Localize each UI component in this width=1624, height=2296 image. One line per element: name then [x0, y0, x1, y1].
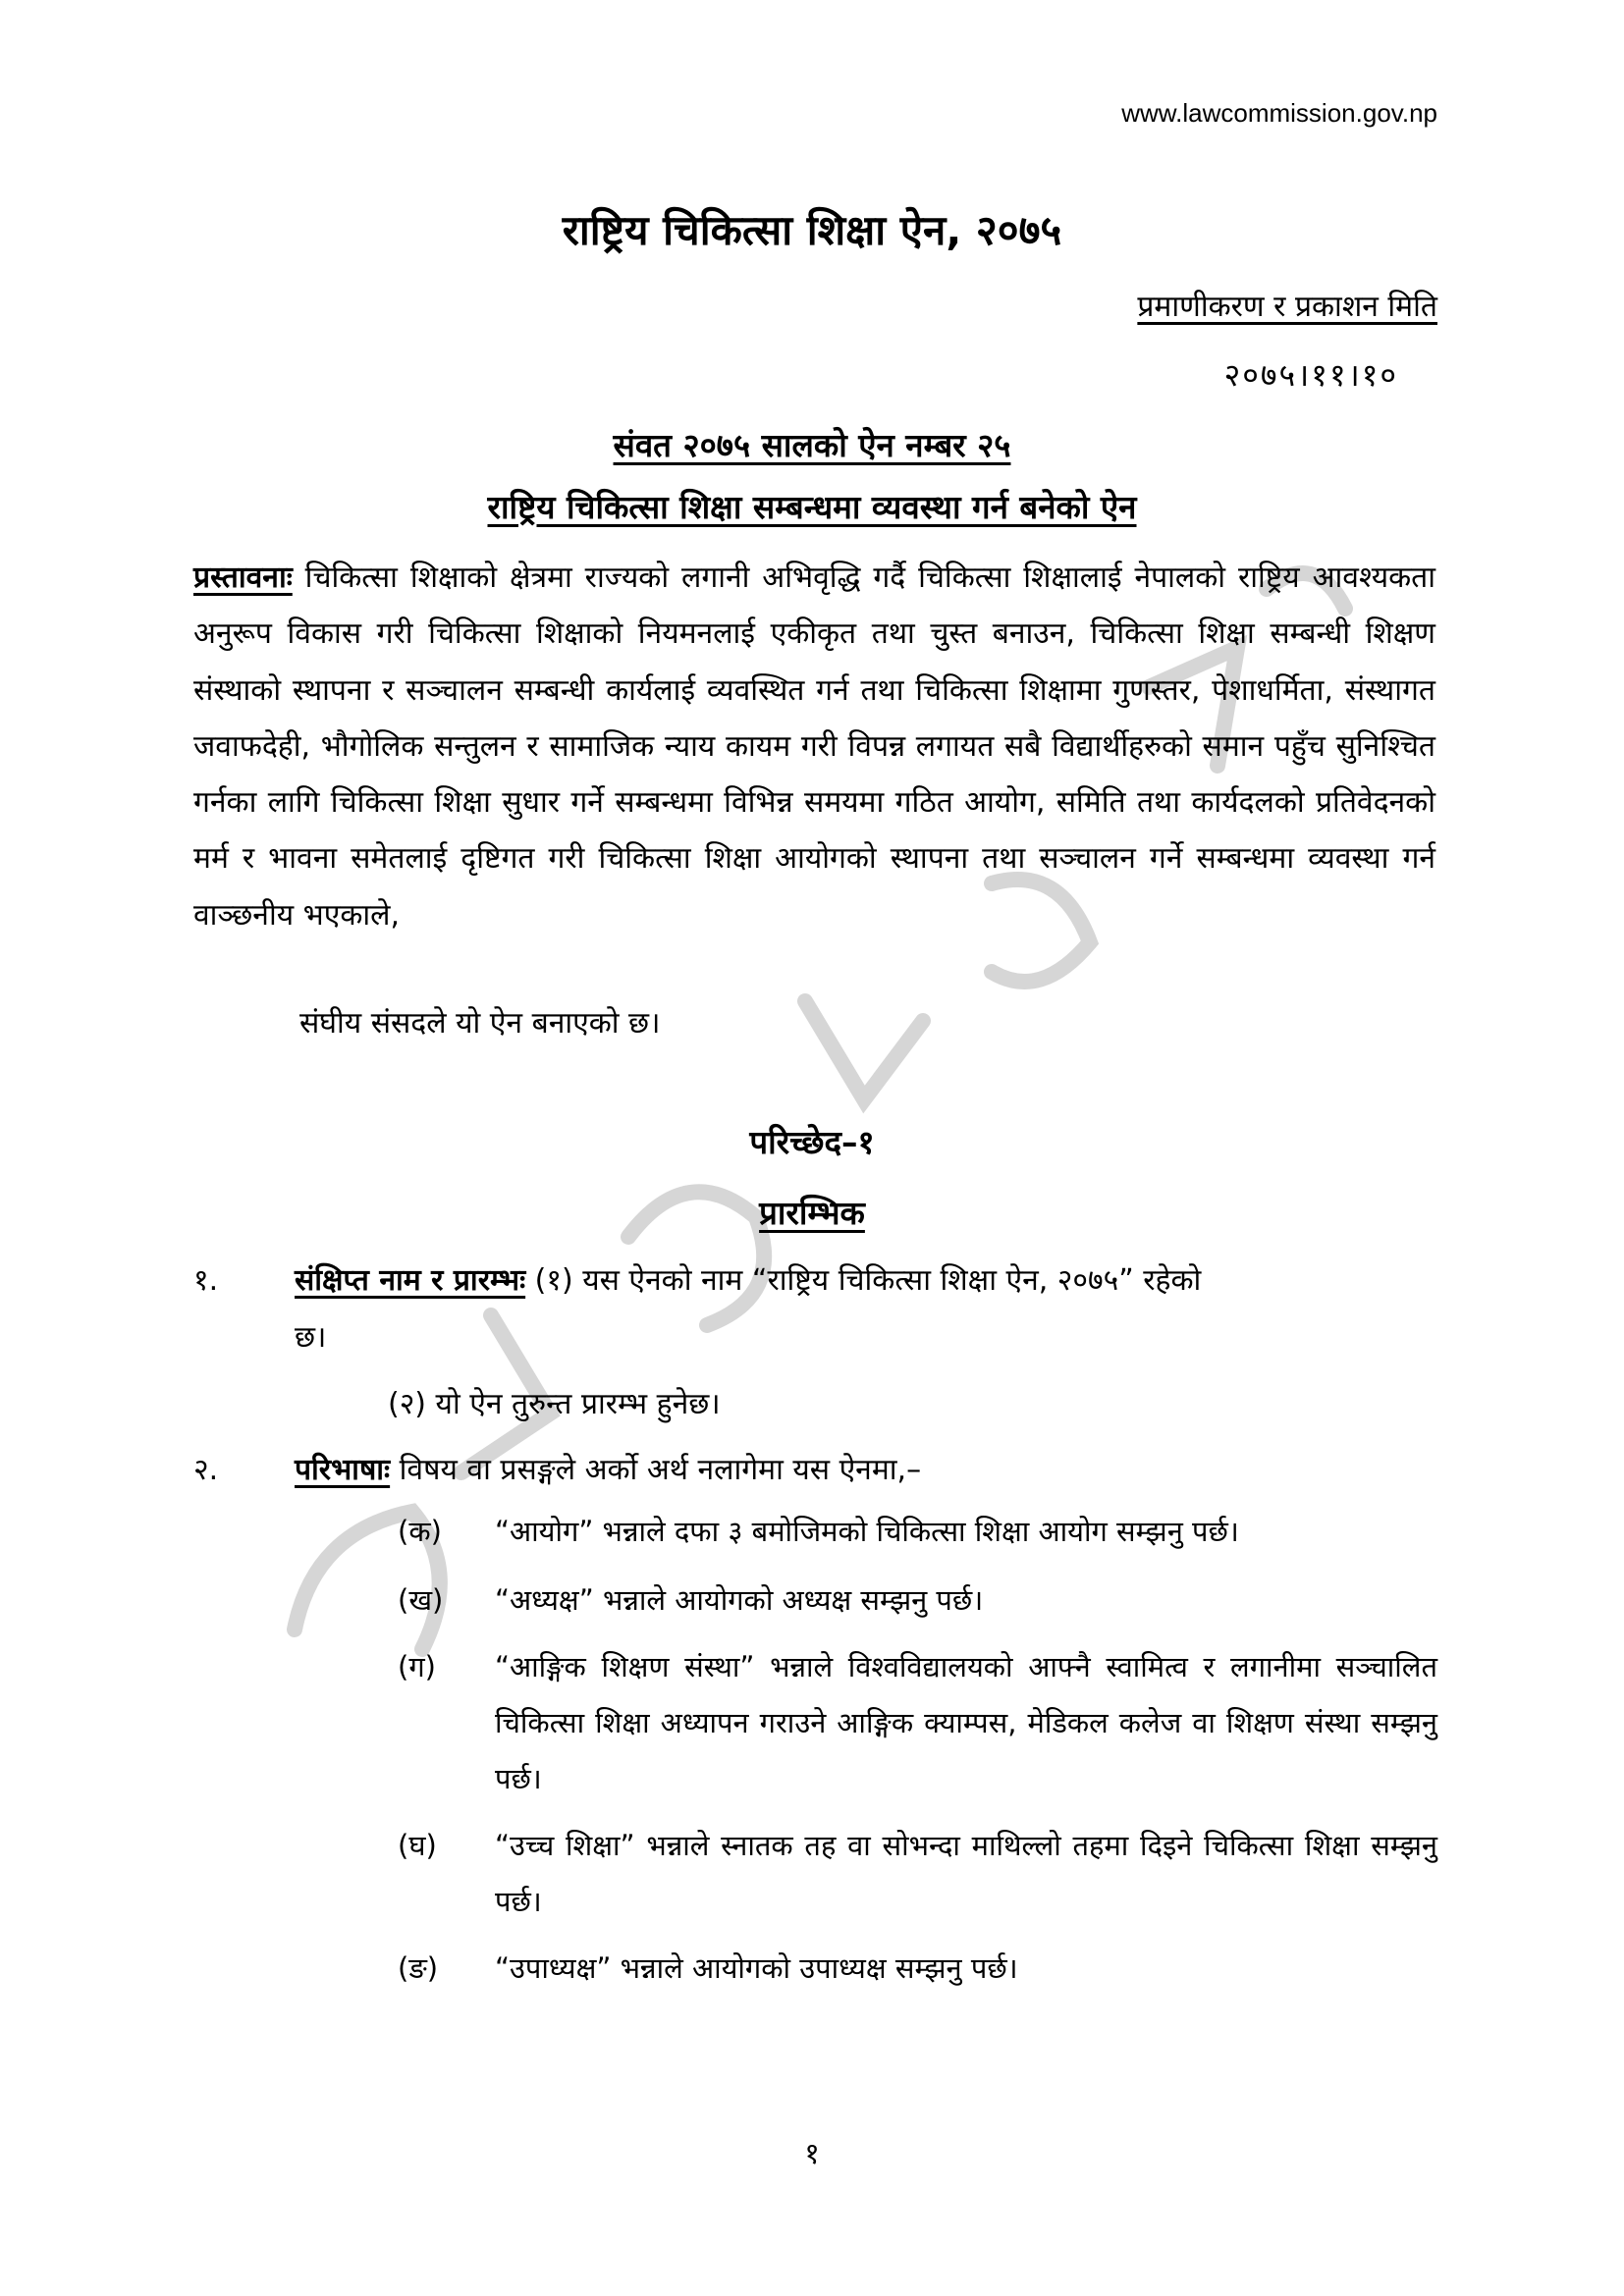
clause-label: (ङ)	[398, 1951, 439, 1985]
clause-text: “आङ्गिक शिक्षण संस्था” भन्नाले विश्वविद्यालयको आफ्नै स्वामित्व र लगानीमा सञ्चालित चिकित्सा शिक्षा अध्यापन गराउने आङ्गिक क्याम्पस, मेडिकल कलेज वा शिक्षण संस्था सम्झनु पर्छ।	[495, 1650, 1437, 1795]
authentication-label: प्रमाणीकरण र प्रकाशन मिति	[1137, 290, 1437, 324]
preamble-label: प्रस्तावनाः	[193, 561, 293, 595]
section-1-line	[295, 1258, 1201, 1299]
clause-label: (ख)	[398, 1583, 444, 1617]
preamble-text: चिकित्सा शिक्षाको क्षेत्रमा राज्यको लगानी अभिवृद्धि गर्दै चिकित्सा शिक्षालाई नेपालको राष्ट्रिय आवश्यकता अनुरूप विकास गरी चिकित्सा शिक्षाको नियमनलाई एकीकृत तथा चुस्त बनाउन, चिकित्सा शिक्षा सम्बन्धी शिक्षण संस्थाको स्थापना र सञ्चालन सम्बन्धी कार्यलाई व्यवस्थित गर्न तथा चिकित्सा शिक्षामा गुणस्तर, पेशाधर्मिता, संस्थागत जवाफदेही, भौगोलिक सन्तुलन र सामाजिक न्याय कायम गरी विपन्न लगायत सबै विद्यार्थीहरुको समान पहुँच सुनिश्चित गर्नका लागि चिकित्सा शिक्षा सुधार गर्ने सम्बन्धमा विभिन्न समयमा गठित आयोग, समिति तथा कार्यदलको प्रतिवेदनको मर्म र भावना समेतलाई दृष्टिगत गरी चिकित्सा शिक्षा आयोगको स्थापना तथा सञ्चालन गर्ने सम्बन्धमा व्यवस्था गर्न वाञ्छनीय भएकाले,	[193, 561, 1435, 933]
clause-label: (क)	[398, 1515, 442, 1548]
section-number: १.	[193, 1263, 219, 1298]
section-number: २.	[193, 1453, 219, 1487]
clause-label: (ग)	[398, 1650, 436, 1683]
clause-text: “अध्यक्ष” भन्नाले आयोगको अध्यक्ष सम्झनु पर्छ।	[495, 1583, 984, 1617]
section-2-line	[295, 1448, 921, 1488]
subsection-2: (२) यो ऐन तुरुन्त प्रारम्भ हुनेछ।	[388, 1387, 721, 1421]
header-url: www.lawcommission.gov.np	[1121, 98, 1437, 128]
enactment-clause: संघीय संसदले यो ऐन बनाएको छ।	[299, 1006, 661, 1041]
clause-label: (घ)	[398, 1829, 437, 1862]
chapter-number: परिच्छेद–१	[749, 1123, 875, 1161]
section-heading: परिभाषाः	[295, 1453, 391, 1487]
section-1-line2: छ।	[295, 1320, 327, 1355]
clause-text: “उपाध्यक्ष” भन्नाले आयोगको उपाध्यक्ष सम्झनु पर्छ।	[495, 1951, 1018, 1985]
page-number: १	[804, 2137, 820, 2171]
clause-text: “उच्च शिक्षा” भन्नाले स्नातक तह वा सोभन्दा माथिल्लो तहमा दिइने चिकित्सा शिक्षा सम्झनु पर्छ।	[495, 1829, 1437, 1918]
authentication-date: २०७५।११।१०	[1223, 356, 1398, 394]
act-title: राष्ट्रिय चिकित्सा शिक्षा ऐन, २०७५	[562, 206, 1062, 254]
chapter-title: प्रारम्भिक	[759, 1194, 865, 1232]
section-text: (१) यस ऐनको नाम “राष्ट्रिय चिकित्सा शिक्षा ऐन, २०७५” रहेको	[525, 1263, 1202, 1298]
act-number: संवत २०७५ सालको ऐन नम्बर २५	[613, 426, 1011, 464]
preamble	[193, 550, 1435, 943]
act-subtitle: राष्ट्रिय चिकित्सा शिक्षा सम्बन्धमा व्यवस्था गर्न बनेको ऐन	[487, 488, 1137, 526]
section-heading: संक्षिप्त नाम र प्रारम्भः	[295, 1263, 526, 1298]
section-text: विषय वा प्रसङ्गले अर्को अर्थ नलागेमा यस ऐनमा,–	[390, 1453, 922, 1487]
clause-text: “आयोग” भन्नाले दफा ३ बमोजिमको चिकित्सा शिक्षा आयोग सम्झनु पर्छ।	[495, 1515, 1239, 1548]
